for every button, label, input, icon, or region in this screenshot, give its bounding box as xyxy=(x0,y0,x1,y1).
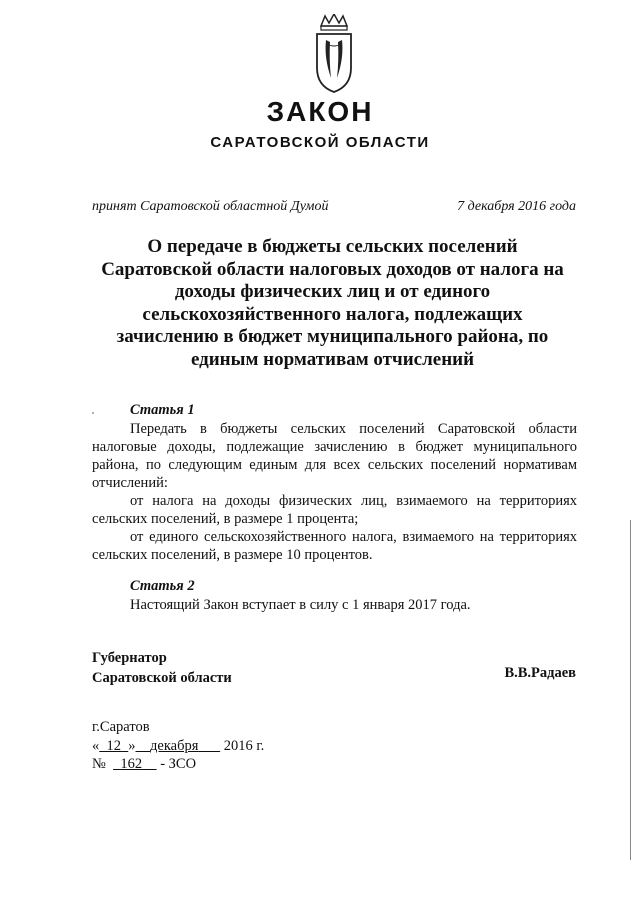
signing-date: « 12 » декабря 2016 г. xyxy=(92,738,265,754)
law-title-line: единым нормативам отчислений xyxy=(190,348,475,370)
scan-dot xyxy=(92,412,94,414)
document-title: ЗАКОН xyxy=(266,96,374,127)
signing-day: 12 xyxy=(106,738,121,754)
city: г.Саратов xyxy=(92,719,150,735)
governor-position: Губернатор xyxy=(92,650,167,666)
law-title-line: доходы физических лиц и от единого xyxy=(174,281,491,302)
signing-year: 2016 г. xyxy=(223,738,265,754)
law-title-line: сельскохозяйственного налога, подлежащих xyxy=(142,303,523,325)
scan-edge-line xyxy=(630,520,631,860)
governor-region: Саратовской области xyxy=(92,670,232,686)
law-number-value: 162 xyxy=(120,756,143,772)
law-title-line: зачислению в бюджет муниципального района, по xyxy=(116,326,549,347)
coat-of-arms-icon xyxy=(311,14,357,94)
region-subtitle: САРАТОВСКОЙ ОБЛАСТИ xyxy=(210,134,430,151)
article-1-heading: Статья 1 xyxy=(130,402,195,418)
governor-title xyxy=(92,648,232,688)
law-title-line: О передаче в бюджеты сельских поселений xyxy=(147,236,518,257)
adopted-by: принят Саратовской областной Думой xyxy=(92,199,329,214)
adoption-date: 7 декабря 2016 года xyxy=(457,199,576,214)
law-number-suffix: - ЗСО xyxy=(160,756,197,772)
article-2-text: Настоящий Закон вступает в силу с 1 января 2017 года. xyxy=(130,597,471,613)
article-1-paragraph-2: от налога на доходы физических лиц, взимаемого на территориях сельских поселений, в размере 1 процента; xyxy=(92,493,577,527)
article-1-paragraph-3: от единого сельскохозяйственного налога, взимаемого на территориях сельских поселений, в размере 10 процентов. xyxy=(92,529,577,563)
article-2-heading: Статья 2 xyxy=(130,578,195,594)
article-1-paragraph-1: Передать в бюджеты сельских поселений Саратовской области налоговые доходы, подлежащие зачислению в бюджет муниципального района, по следующим единым для всех сельских поселений нормативам отчислений: xyxy=(92,421,577,491)
law-title xyxy=(80,236,585,371)
signer-name: В.В.Радаев xyxy=(504,665,576,681)
law-title-line: Саратовской области налоговых доходов от налога на xyxy=(101,258,564,280)
signing-month: декабря xyxy=(150,738,199,754)
law-number: № 162 - ЗСО xyxy=(92,756,197,772)
